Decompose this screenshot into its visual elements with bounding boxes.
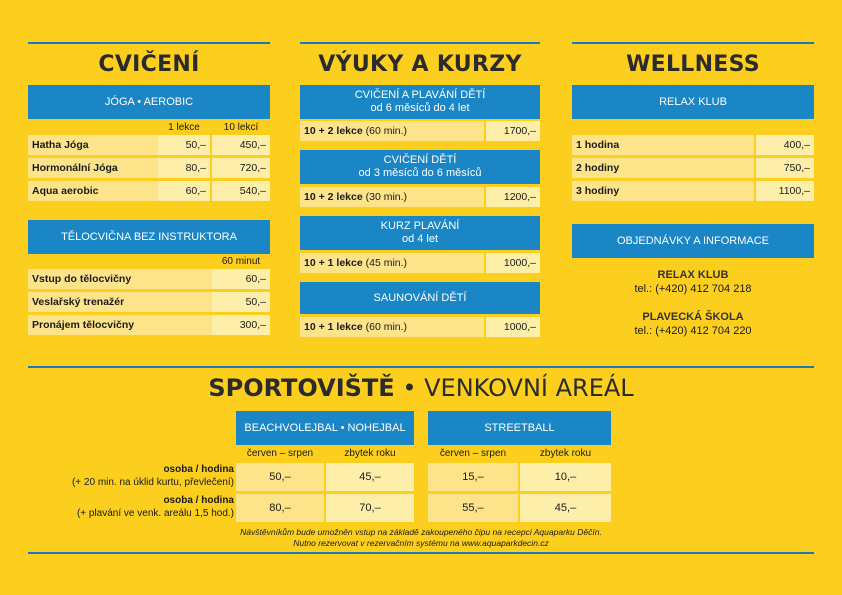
sport-row-label: [72, 463, 234, 489]
objednavky-header-label: OBJEDNÁVKY A INFORMACE: [616, 234, 769, 247]
row-label: 10 + 2 lekce: [304, 191, 363, 203]
top-rule-cviceni: [28, 42, 270, 44]
section-title-vyuky: VÝUKY A KURZY: [318, 52, 522, 77]
telocvicna-col-60-minut: 60 minut: [221, 256, 261, 267]
top-rule-vyuky: [300, 42, 540, 44]
contact-name: PLAVECKÁ ŠKOLA: [642, 311, 744, 323]
price-60-minut: 60,–: [212, 269, 270, 289]
price: 1000,–: [486, 253, 540, 273]
table-row: [28, 292, 270, 312]
table-row: [572, 181, 814, 201]
table-row: [28, 158, 270, 178]
street-price-zbytek: 10,–: [520, 463, 611, 491]
row-label: Pronájem tělocvičny: [28, 315, 212, 335]
relax-klub-header-label: RELAX KLUB: [659, 95, 727, 108]
row-label: 10 + 1 lekce: [304, 321, 363, 333]
vyuky-block-header: [300, 282, 540, 314]
beach-col-leto: červen – srpen: [246, 448, 314, 459]
row-duration: (60 min.): [362, 321, 408, 333]
price-10-lekci: 450,–: [212, 135, 270, 155]
price-60-minut: 50,–: [212, 292, 270, 312]
beach-price-zbytek: 45,–: [326, 463, 414, 491]
block-title: CVIČENÍ A PLAVÁNÍ DĚTÍ: [354, 89, 486, 101]
street-price-zbytek: 45,–: [520, 494, 611, 522]
middle-rule: [28, 366, 814, 368]
row-duration: (45 min.): [362, 257, 408, 269]
note-line-2: Nutno rezervovat v rezervačním systému na www.aquaparkdecin.cz: [293, 538, 549, 548]
row-label: 1 hodina: [572, 135, 754, 155]
telocvicna-header-label: TĚLOCVIČNA BEZ INSTRUKTORA: [61, 230, 237, 243]
row-label: 2 hodiny: [572, 158, 754, 178]
objednavky-header: [572, 224, 814, 258]
joga-col-1-lekce: 1 lekce: [168, 122, 200, 133]
row-label: Hormonální Jóga: [28, 158, 158, 178]
vyuky-block-header: [300, 85, 540, 119]
top-rule-wellness: [572, 42, 814, 44]
sport-row-title: osoba / hodina: [163, 464, 234, 475]
contact-name: RELAX KLUB: [657, 269, 729, 281]
vyuky-block-header: [300, 150, 540, 184]
beach-col-zbytek: zbytek roku: [344, 448, 396, 459]
block-title: CVIČENÍ DĚTÍ: [383, 154, 457, 166]
row-label: 3 hodiny: [572, 181, 754, 201]
table-row: [28, 135, 270, 155]
price-1-lekce: 80,–: [158, 158, 210, 178]
sport-row-note: (+ plavání ve venk. areálu 1,5 hod.): [76, 508, 234, 519]
table-row: [300, 121, 540, 141]
sport-row-label: [77, 494, 234, 520]
table-row: [28, 269, 270, 289]
row-label: Hatha Jóga: [28, 135, 158, 155]
beach-price-zbytek: 70,–: [326, 494, 414, 522]
joga-aerobic-header: [28, 85, 270, 119]
sport-title-rest: • VENKOVNÍ AREÁL: [394, 374, 634, 402]
contact-plavecka-skola: [572, 310, 814, 338]
street-col-leto: červen – srpen: [439, 448, 507, 459]
beach-header-label: BEACHVOLEJBAL • NOHEJBAL: [244, 421, 406, 434]
price: 1200,–: [486, 187, 540, 207]
row-label: 10 + 1 lekce: [304, 257, 363, 269]
table-row: [572, 135, 814, 155]
price-1-lekce: 50,–: [158, 135, 210, 155]
streetball-header: [428, 411, 611, 445]
price: 750,–: [756, 158, 814, 178]
street-price-leto: 55,–: [428, 494, 518, 522]
street-col-zbytek: zbytek roku: [539, 448, 592, 459]
contact-phone: tel.: (+420) 412 704 220: [634, 325, 752, 337]
table-row: [300, 317, 540, 337]
price-60-minut: 300,–: [212, 315, 270, 335]
section-title-wellness: WELLNESS: [626, 52, 760, 77]
contact-phone: tel.: (+420) 412 704 218: [634, 283, 752, 295]
streetball-header-label: STREETBALL: [484, 421, 555, 434]
price: 1100,–: [756, 181, 814, 201]
relax-klub-header: [572, 85, 814, 119]
price: 1000,–: [486, 317, 540, 337]
section-title-sportoviste: [0, 374, 842, 402]
row-label: Vstup do tělocvičny: [28, 269, 212, 289]
block-subtitle: od 4 let: [401, 233, 439, 245]
contact-relax-klub: [572, 268, 814, 296]
section-title-cviceni: CVIČENÍ: [98, 52, 200, 77]
street-price-leto: 15,–: [428, 463, 518, 491]
beachvolejbal-header: [236, 411, 414, 445]
row-label: Aqua aerobic: [28, 181, 158, 201]
footer-note: [0, 527, 842, 549]
sport-row-title: osoba / hodina: [163, 495, 234, 506]
table-row: [572, 158, 814, 178]
block-subtitle: od 6 měsíců do 4 let: [370, 102, 470, 114]
table-row: [28, 315, 270, 335]
price-1-lekce: 60,–: [158, 181, 210, 201]
bottom-rule: [28, 552, 814, 554]
block-subtitle: od 3 měsíců do 6 měsíců: [358, 167, 482, 179]
sport-title-bold: SPORTOVIŠTĚ: [208, 374, 395, 402]
price-10-lekci: 720,–: [212, 158, 270, 178]
joga-col-10-lekci: 10 lekcí: [223, 122, 259, 133]
row-label: 10 + 2 lekce: [304, 125, 363, 137]
table-row: [300, 187, 540, 207]
note-line-1: Návštěvníkům bude umožněn vstup na základě zakoupeného čipu na recepci Aquaparku Děčín.: [240, 527, 602, 537]
row-label: Veslařský trenažér: [28, 292, 212, 312]
row-duration: (30 min.): [362, 191, 408, 203]
price: 1700,–: [486, 121, 540, 141]
block-title: KURZ PLAVÁNÍ: [380, 220, 460, 232]
vyuky-block-header: [300, 216, 540, 250]
row-duration: (60 min.): [362, 125, 408, 137]
price-10-lekci: 540,–: [212, 181, 270, 201]
sport-row-note: (+ 20 min. na úklid kurtu, převlečení): [71, 477, 234, 488]
joga-header-label: JÓGA • AEROBIC: [104, 95, 194, 108]
beach-price-leto: 80,–: [236, 494, 324, 522]
block-title: SAUNOVÁNÍ DĚTÍ: [373, 291, 467, 304]
table-row: [300, 253, 540, 273]
price: 400,–: [756, 135, 814, 155]
telocvicna-header: [28, 220, 270, 254]
table-row: [28, 181, 270, 201]
beach-price-leto: 50,–: [236, 463, 324, 491]
